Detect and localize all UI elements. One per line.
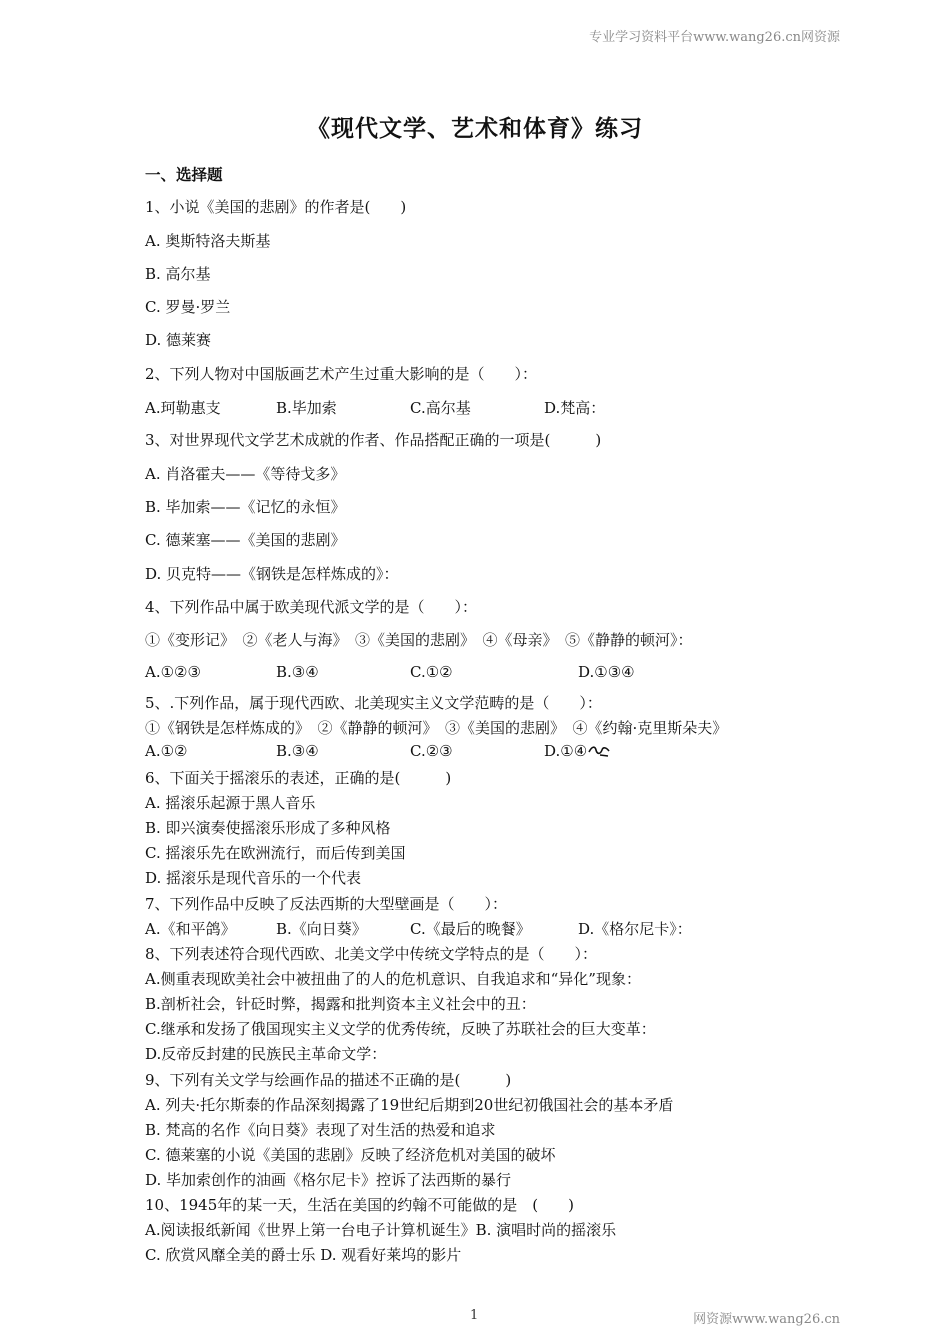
page-number: 1 [470,1308,479,1323]
q1-option-b: B. 高尔基 [145,265,211,283]
q7-option-c: C.《最后的晚餐》 [410,920,531,938]
q9-stem: 9、下列有关文学与绘画作品的描述不正确的是( ) [145,1071,512,1089]
q9-option-c: C. 德莱塞的小说《美国的悲剧》反映了经济危机对美国的破坏 [145,1146,556,1164]
q1-stem: 1、小说《美国的悲剧》的作者是( ) [145,198,407,216]
q1-option-c: C. 罗曼·罗兰 [145,298,231,316]
q4-stem: 4、下列作品中属于欧美现代派文学的是（ ）： [145,598,478,616]
squiggle-mark-icon [588,744,610,758]
q8-option-d: D.反帝反封建的民族民主革命文学： [145,1045,387,1063]
q7-option-b: B.《向日葵》 [276,920,367,938]
q5-items: ①《钢铁是怎样炼成的》 ②《静静的顿河》 ③《美国的悲剧》 ④《约翰·克里斯朵夫》 [145,719,728,737]
q2-option-c: C.高尔基 [410,399,471,417]
q6-option-b: B. 即兴演奏使摇滚乐形成了多种风格 [145,819,391,837]
footer-watermark: 网资源www.wang26.cn [693,1312,840,1327]
q5-option-d-text: D.①④ [544,742,588,760]
q10-stem: 10、1945年的某一天，生活在美国的约翰不可能做的是 ( ) [145,1196,574,1214]
q1-option-d: D. 德莱赛 [145,331,212,349]
q6-option-a: A. 摇滚乐起源于黑人音乐 [145,794,316,812]
q10-options-cd: C. 欣赏风靡全美的爵士乐 D. 观看好莱坞的影片 [145,1246,462,1264]
q7-stem: 7、下列作品中反映了反法西斯的大型壁画是（ ）： [145,895,508,913]
q4-option-d: D.①③④ [578,663,635,681]
q3-option-a: A. 肖洛霍夫——《等待戈多》 [145,465,346,483]
q3-option-c: C. 德莱塞——《美国的悲剧》 [145,531,346,549]
q8-option-a: A.侧重表现欧美社会中被扭曲了的人的危机意识、自我追求和“异化”现象： [145,970,641,988]
q3-option-d: D. 贝克特——《钢铁是怎样炼成的》： [145,565,399,583]
q2-option-d: D.梵高： [544,399,606,417]
q4-option-b: B.③④ [276,663,319,681]
q8-stem: 8、下列表述符合现代西欧、北美文学中传统文学特点的是（ ）： [145,945,598,963]
q5-option-b: B.③④ [276,742,319,760]
q5-option-a: A.①② [145,742,188,760]
q8-option-b: B.剖析社会，针砭时弊，揭露和批判资本主义社会中的丑： [145,995,536,1013]
q7-option-a: A.《和平鸽》 [145,920,236,938]
q8-option-c: C.继承和发扬了俄国现实主义文学的优秀传统，反映了苏联社会的巨大变革： [145,1020,656,1038]
q2-stem: 2、下列人物对中国版画艺术产生过重大影响的是（ ）： [145,365,538,383]
q3-stem: 3、对世界现代文学艺术成就的作者、作品搭配正确的一项是( ) [145,431,602,449]
q9-option-d: D. 毕加索创作的油画《格尔尼卡》控诉了法西斯的暴行 [145,1171,512,1189]
q10-options-ab: A.阅读报纸新闻《世界上第一台电子计算机诞生》B. 演唱时尚的摇滚乐 [145,1221,617,1239]
q3-option-b: B. 毕加索——《记忆的永恒》 [145,498,346,516]
q6-option-c: C. 摇滚乐先在欧洲流行，而后传到美国 [145,844,406,862]
q5-option-d [544,742,610,760]
header-watermark: 专业学习资料平台www.wang26.cn网资源 [589,30,840,45]
q2-option-a: A.珂勒惠支 [145,399,221,417]
q1-option-a: A. 奥斯特洛夫斯基 [145,232,271,250]
section-heading: 一、选择题 [145,165,223,184]
q6-option-d: D. 摇滚乐是现代音乐的一个代表 [145,869,362,887]
q7-option-d: D.《格尔尼卡》： [578,920,692,938]
q5-stem: 5、.下列作品，属于现代西欧、北美现实主义文学范畴的是（ ）： [145,694,602,712]
q9-option-a: A. 列夫·托尔斯泰的作品深刻揭露了19世纪后期到20世纪初俄国社会的基本矛盾 [145,1096,674,1114]
q4-option-a: A.①②③ [145,663,201,681]
page-title: 《现代文学、艺术和体育》练习 [307,115,643,142]
q6-stem: 6、下面关于摇滚乐的表述，正确的是( ) [145,769,452,787]
q9-option-b: B. 梵高的名作《向日葵》表现了对生活的热爱和追求 [145,1121,496,1139]
q2-option-b: B.毕加索 [276,399,337,417]
q5-option-c: C.②③ [410,742,453,760]
q4-option-c: C.①② [410,663,453,681]
q4-items: ①《变形记》 ②《老人与海》 ③《美国的悲剧》 ④《母亲》 ⑤《静静的顿河》： [145,631,693,649]
